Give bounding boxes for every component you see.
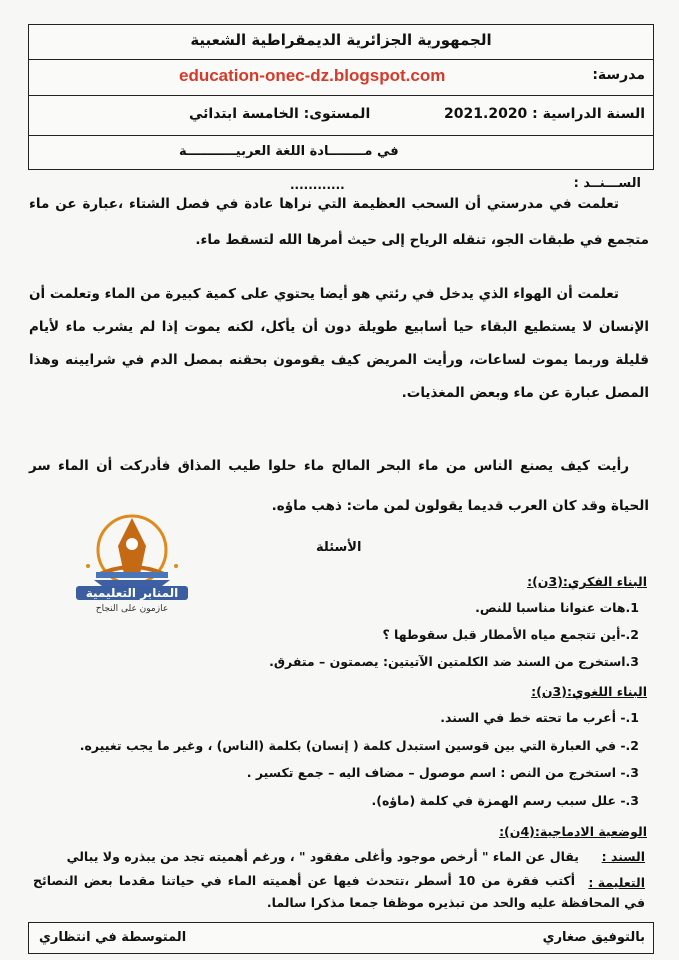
country-title: الجمهورية الجزائرية الديمقراطية الشعبية xyxy=(190,31,492,49)
question-s2-1: 1.- أعرب ما تحته خط في السند. xyxy=(440,710,639,725)
text-paragraph-1: تعلمت في مدرستي أن السحب العظيمة التي نراها عادة في فصل الشتاء ،عبارة عن ماء متجمع في طبقات الجو، تنقله الرياح إلى حيث أمرها الله لتسقط ماء. xyxy=(29,196,649,248)
level-label: المستوى: الخامسة ابتدائي xyxy=(189,106,371,122)
text-title-label: الســـنــد : xyxy=(573,176,641,191)
footer xyxy=(28,922,654,954)
task-text: أكتب فقرة من 10 أسطر ،تتحدث فيها عن أهميته الماء في حياتنا مقدما بعض النصائح في المحافظة عليه والحد من تبذيره موظفا جمعا مذكرا سالما. xyxy=(33,873,645,910)
school-year: السنة الدراسية : 2021.2020 xyxy=(444,106,645,122)
pen-nib-icon xyxy=(70,508,194,618)
question-s1-3: 3.استخرج من السند ضد الكلمتين الآتيتين: يصمتون – متفرق. xyxy=(269,654,639,669)
section-intellectual-title: البناء الفكري:(3ن): xyxy=(527,574,647,589)
sanad-label: السند : xyxy=(601,849,645,864)
header-subject-row xyxy=(28,136,654,170)
text-title-dots: ............ xyxy=(290,178,345,192)
logo-name: المنابر التعليمية xyxy=(76,586,188,600)
footer-note: المتوسطة في انتظاري xyxy=(39,930,187,945)
subject-label: في مــــــــادة اللغة العربيـــــــــــة xyxy=(179,144,399,159)
question-s2-2: 2.- في العبارة التي بين قوسين استبدل كلمة ( إنسان) بكلمة (الناس) ، وغير ما يجب تغييره. xyxy=(79,738,639,753)
school-label: مدرسة: xyxy=(592,67,645,83)
header-school-row xyxy=(28,60,654,96)
text-paragraph-3: رأيت كيف يصنع الناس من ماء البحر المالح ماء حلوا طيب المذاق فأدركت أن الماء سر الحياة وقد كان العرب قديما يقولون لمن مات: ذهب ماؤه. xyxy=(29,458,649,514)
task-label: التعليمة : xyxy=(588,875,645,890)
header-country-row xyxy=(28,24,654,60)
question-s1-1: 1.هات عنوانا مناسبا للنص. xyxy=(475,600,639,615)
blog-url[interactable]: education-onec-dz.blogspot.com xyxy=(179,66,446,85)
question-s2-4: 3.- علل سبب رسم الهمزة في كلمة (ماؤه). xyxy=(371,793,639,808)
question-s1-2: 2.-أين تتجمع مياه الأمطار قبل سقوطها ؟ xyxy=(382,627,639,642)
footer-signature: بالتوفيق صغاري xyxy=(542,930,645,945)
sanad-text: يقال عن الماء " أرخص موجود وأغلى مفقود " ، ورغم أهميته تجد من يبذره ولا يبالي xyxy=(66,849,579,864)
header-year-row xyxy=(28,96,654,136)
question-s2-3: 3.- استخرج من النص : اسم موصول – مضاف اليه – جمع تكسير . xyxy=(246,765,639,780)
section-integration-title: الوضعية الادماجية:(4ن): xyxy=(499,824,647,839)
section-language-title: البناء اللغوي:(3ن): xyxy=(531,684,647,699)
text-paragraph-2: تعلمت أن الهواء الذي يدخل في رئتي هو أيضا يحتوي على كمية كبيرة من الماء وتعلمت أن الإنسان لا يستطيع البقاء حيا أسابيع طويلة دون أن يأكل، لكنه يموت إذا لم يشرب ماء لأيام قليلة وربما يموت لساعات، ورأيت المريض كيف يقومون بحقنه بمصل الدم في شرايينه وهذا المصل عبارة عن ماء وبعض المغذيات. xyxy=(29,286,649,401)
questions-heading: الأسئلة xyxy=(316,540,362,555)
logo-slogan: عازمون على النجاح xyxy=(95,604,169,614)
logo xyxy=(70,508,194,618)
